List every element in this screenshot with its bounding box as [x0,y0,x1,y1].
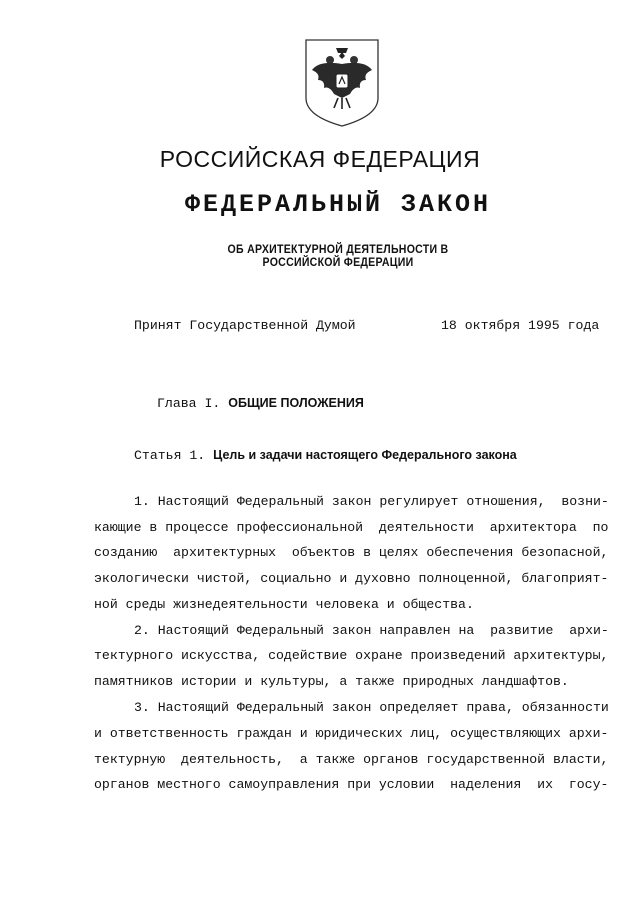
body-line-text: 3. Настоящий Федеральный закон определяет права, обязанности [134,700,609,715]
body-line [94,520,609,535]
article-prefix: Статья 1. [134,448,206,463]
body-line-text: тектурного искусства, содействие охране произведений архитектуры, [94,648,609,663]
chapter-heading [157,396,364,411]
body-line [94,726,609,741]
body-line [94,674,592,689]
article-heading [134,448,517,463]
coat-of-arms-icon [300,36,384,128]
body-line-text: экологически чистой, социально и духовно полноценной, благоприят- [94,571,609,586]
law-title-line-2: РОССИЙСКОЙ ФЕДЕРАЦИИ [262,255,414,269]
body-line-text: 2. Настоящий Федеральный закон направлен на развитие архи- [134,623,609,638]
body-line [94,752,609,767]
chapter-title: ОБЩИЕ ПОЛОЖЕНИЯ [228,396,364,410]
body-line-text: кающие в процессе профессиональной деятельности архитектора по [94,520,609,535]
body-line-text: и ответственность граждан и юридических лиц, осуществляющих архи- [94,726,609,741]
body-line [94,648,609,663]
body-line-text: органов местного самоуправления при условии наделения их госу- [94,777,609,792]
body-line-text: памятников истории и культуры, а также природных ландшафтов. [94,674,569,689]
law-title-line-1: ОБ АРХИТЕКТУРНОЙ ДЕЯТЕЛЬНОСТИ В [227,242,449,256]
chapter-prefix: Глава I. [157,396,221,411]
body-line [134,623,609,638]
body-line [94,777,609,792]
body-line-text: тектурную деятельность, а также органов государственной власти, [94,752,609,767]
body-line [94,545,609,560]
law-type-heading: ФЕДЕРАЛЬНЫЙ ЗАКОН [184,190,492,219]
body-line-text: 1. Настоящий Федеральный закон регулирует отношения, возни- [134,494,609,509]
adoption-label: Принят Государственной Думой [134,318,356,333]
body-line-text: созданию архитектурных объектов в целях обеспечения безопасной, [94,545,609,560]
country-heading: РОССИЙСКАЯ ФЕДЕРАЦИЯ [159,146,481,172]
adoption-date: 18 октября 1995 года [441,318,600,333]
body-line [134,700,609,715]
body-line [94,571,609,586]
body-line [94,597,592,612]
article-title: Цель и задачи настоящего Федерального закона [213,448,517,462]
body-line [134,494,609,509]
body-line-text: ной среды жизнедеятельности человека и общества. [94,597,474,612]
